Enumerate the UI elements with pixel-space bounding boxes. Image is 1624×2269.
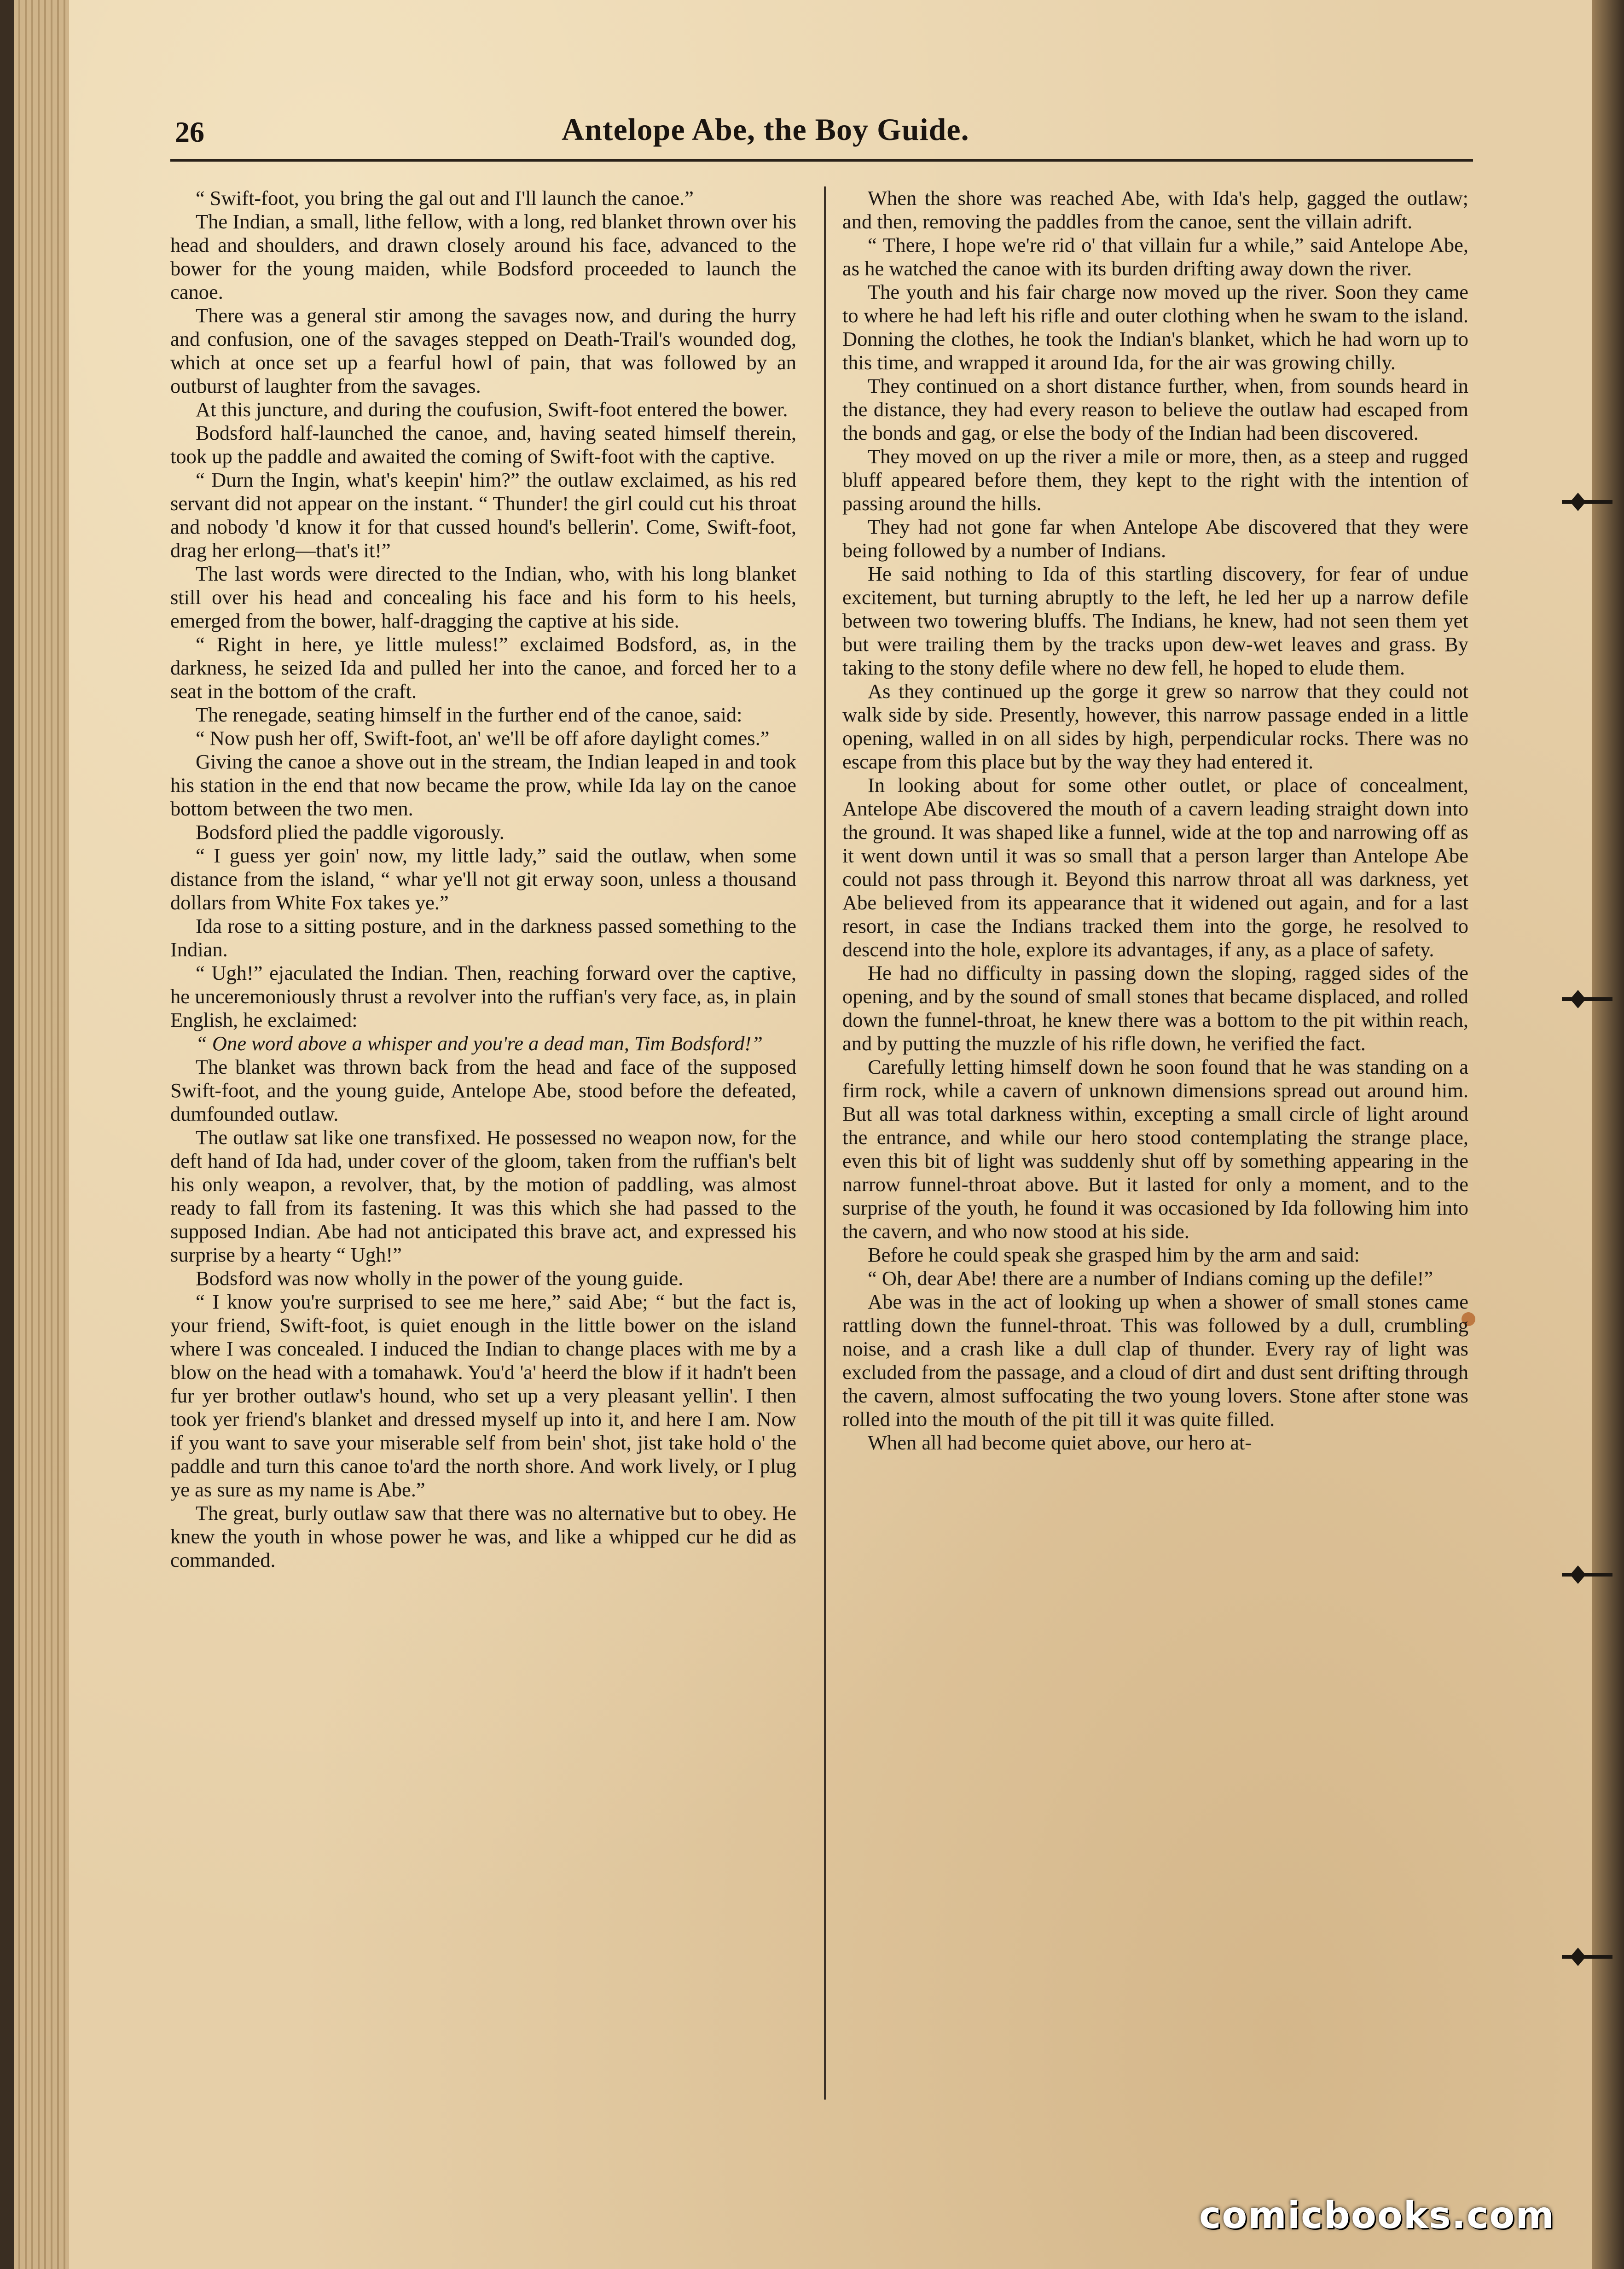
paragraph: The Indian, a small, lithe fellow, with a long, red blanket thrown over his head and shoulders, and drawn closely around his face, advanced to the bower for the young maiden, while Bodsford proceeded to launch the canoe. <box>170 210 796 303</box>
paragraph: “ I guess yer goin' now, my little lady,” said the outlaw, when some distance from the island, “ whar ye'll not git erway soon, unless a thousand dollars from White Fox takes ye.” <box>170 844 796 914</box>
staple-icon <box>1562 990 1612 1008</box>
paragraph: “ I know you're surprised to see me here,” said Abe; “ but the fact is, your friend, Swift-foot, is quiet enough in the little bower on the island where I was concealed. I induced the Indian to change places with me by a blow on the head with a tomahawk. You'd 'a' heerd the blow if it hadn't been fur yer brother outlaw's hound, who set up a very pleasant yellin'. I then took yer friend's blanket and dressed myself up into it, and here I am. Now if you want to save your miserable self from bein' shot, jist take hold o' the paddle and turn this canoe to'ard the north shore. And work lively, or I plug ye as sure as my name is Abe.” <box>170 1290 796 1501</box>
paragraph: The blanket was thrown back from the head and face of the supposed Swift-foot, and the young guide, Antelope Abe, stood before the defeated, dumfounded outlaw. <box>170 1055 796 1125</box>
paragraph: As they continued up the gorge it grew so narrow that they could not walk side by side. Presently, however, this narrow passage ended in a little opening, walled in on all sides by high, perpendicular rocks. There was no escape from this place but by the way they had entered it. <box>842 680 1468 773</box>
paragraph: Carefully letting himself down he soon found that he was standing on a firm rock, while a cavern of unknown dimensions spread out around him. But all was total darkness within, excepting a small circle of light around the entrance, and while our hero stood contemplating the strange place, even this bit of light was suddenly shut off by something appearing in the narrow funnel-throat above. But it lasted for only a moment, and to the surprise of the youth, he found it was occasioned by Ida following him into the cavern, and who now stood at his side. <box>842 1055 1468 1243</box>
page-number: 26 <box>175 116 204 148</box>
paragraph: The youth and his fair charge now moved up the river. Soon they came to where he had left his rifle and outer clothing when he swam to the island. Donning the clothes, he took the Indian's blanket, which he had worn up to this time, and wrapped it around Ida, for the air was growing chilly. <box>842 280 1468 374</box>
paragraph: They continued on a short distance further, when, from sounds heard in the distance, they had every reason to believe the outlaw had escaped from the bonds and gag, or else the body of the Indian had been discovered. <box>842 374 1468 444</box>
paragraph: Bodsford half-launched the canoe, and, having seated himself therein, took up the paddle and awaited the coming of Swift-foot with the captive. <box>170 421 796 468</box>
paragraph: “ Ugh!” ejaculated the Indian. Then, reaching forward over the captive, he unceremoniously thrust a revolver into the ruffian's very face, as, in plain English, he exclaimed: <box>170 961 796 1031</box>
staple-icon <box>1562 1565 1612 1584</box>
paragraph: Ida rose to a sitting posture, and in the darkness passed something to the Indian. <box>170 914 796 961</box>
paragraph: Bodsford was now wholly in the power of the young guide. <box>196 1267 684 1290</box>
left-column <box>170 186 796 2097</box>
watermark-logo: comicbooks.com <box>1199 2194 1555 2237</box>
paragraph: In looking about for some other outlet, or place of concealment, Antelope Abe discovered the mouth of a cavern leading straight down into the ground. It was shaped like a funnel, wide at the top and narrowing off as it went down until it was so small that a person larger than Antelope Abe could not pass through it. Beyond this narrow throat all was darkness, yet Abe believed from its appearance that it widened out again, and for a last resort, in case the Indians tracked them into the gorge, he resolved to descend into the hole, explore its advantages, if any, as a place of safety. <box>842 774 1468 961</box>
paragraph: Abe was in the act of looking up when a shower of small stones came rattling down the funnel-throat. This was followed by a dull, crumbling noise, and a crash like a dull clap of thunder. Every ray of light was excluded from the passage, and a cloud of dirt and dust sent drifting through the cavern, almost suffocating the two young lovers. Stone after stone was rolled into the mouth of the pit till it was quite filled. <box>842 1290 1468 1431</box>
paragraph: Giving the canoe a shove out in the stream, the Indian leaped in and took his station in the end that now became the prow, while Ida lay on the canoe bottom between the two men. <box>170 750 796 820</box>
column-divider <box>824 186 826 2100</box>
paragraph: “ Oh, dear Abe! there are a number of Indians coming up the defile!” <box>868 1267 1433 1290</box>
paragraph: Before he could speak she grasped him by the arm and said: <box>868 1243 1360 1266</box>
paragraph: “ Right in here, ye little muless!” exclaimed Bodsford, as, in the darkness, he seized Ida and pulled her into the canoe, and forced her to a seat in the bottom of the craft. <box>170 633 796 703</box>
paragraph: They had not gone far when Antelope Abe discovered that they were being followed by a number of Indians. <box>842 515 1468 562</box>
paragraph: “ Durn the Ingin, what's keepin' him?” the outlaw exclaimed, as his red servant did not appear on the instant. “ Thunder! the girl could cut his throat and nobody 'd know it for that cussed hound's bellerin'. Come, Swift-foot, drag her erlong—that's it!” <box>170 468 796 562</box>
stacked-page-edges <box>14 0 69 2269</box>
header-rule <box>170 159 1473 162</box>
paragraph: They moved on up the river a mile or more, then, as a steep and rugged bluff appeared before them, they kept to the right with the intention of passing around the hills. <box>842 445 1468 515</box>
paragraph: He said nothing to Ida of this startling discovery, for fear of undue excitement, but turning abruptly to the left, he led her up a narrow defile between two towering bluffs. The Indians, he knew, had not seen them yet but were trailing them by the tracks upon dew-wet leaves and grass. By taking to the stony defile where no dew fell, he hoped to elude them. <box>842 562 1468 679</box>
paragraph: The outlaw sat like one transfixed. He possessed no weapon now, for the deft hand of Ida had, under cover of the gloom, taken from the ruffian's belt his only weapon, a revolver, that, by the motion of paddling, was almost ready to fall from its fastening. It was this which she had passed to the supposed Indian. Abe had not anticipated this brave act, and expressed his surprise by a hearty “ Ugh!” <box>170 1126 796 1266</box>
paragraph: He had no difficulty in passing down the sloping, ragged sides of the opening, and by the sound of small stones that became displaced, and rolled down the funnel-throat, he knew there was a bottom to the pit within reach, and by putting the muzzle of his rifle down, he verified the fact. <box>842 961 1468 1055</box>
paragraph: Bodsford plied the paddle vigorously. <box>196 820 505 844</box>
paragraph: There was a general stir among the savages now, and during the hurry and confusion, one of the savages stepped on Death-Trail's wounded dog, which at once set up a fearful howl of pain, that was followed by an outburst of laughter from the savages. <box>170 304 796 397</box>
paragraph: The last words were directed to the Indian, who, with his long blanket still over his head and concealing his face and his form to his heels, emerged from the bower, half-dragging the captive at his side. <box>170 562 796 632</box>
right-column <box>842 186 1468 2097</box>
paragraph: “ Now push her off, Swift-foot, an' we'll be off afore daylight comes.” <box>196 727 770 750</box>
paragraph: When the shore was reached Abe, with Ida's help, gagged the outlaw; and then, removing the paddles from the canoe, sent the villain adrift. <box>842 186 1468 233</box>
paragraph-italic: “ One word above a whisper and you're a dead man, Tim Bodsford!” <box>196 1032 763 1055</box>
paragraph: The great, burly outlaw saw that there was no alternative but to obey. He knew the youth in whose power he was, and like a whipped cur he did as commanded. <box>170 1501 796 1571</box>
paragraph: When all had become quiet above, our hero at- <box>868 1431 1252 1454</box>
staple-icon <box>1562 493 1612 511</box>
binding-edge <box>1592 0 1624 2269</box>
staple-icon <box>1562 1948 1612 1966</box>
running-title: Antelope Abe, the Boy Guide. <box>562 112 969 147</box>
paragraph: “ There, I hope we're rid o' that villain fur a while,” said Antelope Abe, as he watched the canoe with its burden drifting away down the river. <box>842 233 1468 280</box>
paragraph: The renegade, seating himself in the further end of the canoe, said: <box>196 703 742 726</box>
paragraph: At this juncture, and during the coufusion, Swift-foot entered the bower. <box>196 398 788 421</box>
paragraph: “ Swift-foot, you bring the gal out and I'll launch the canoe.” <box>196 186 694 209</box>
